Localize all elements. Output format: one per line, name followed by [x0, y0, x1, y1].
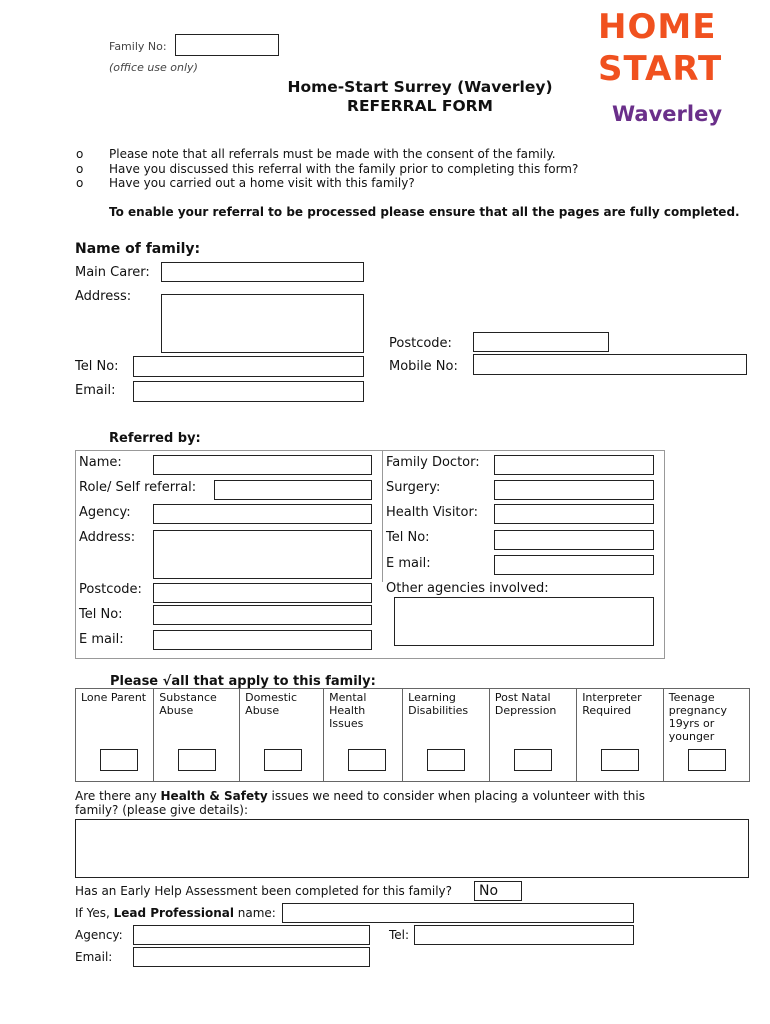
- condition-label: Domestic Abuse: [245, 691, 298, 717]
- lead-professional-label: [75, 906, 276, 920]
- condition-cell: [489, 689, 576, 782]
- condition-checkbox[interactable]: [514, 749, 552, 771]
- referrer-name-input[interactable]: [153, 455, 372, 475]
- condition-label: Learning Disabilities: [408, 691, 469, 717]
- main-carer-input[interactable]: [161, 262, 364, 282]
- condition-label: Post Natal Depression: [494, 691, 557, 717]
- condition-cell: [76, 689, 154, 782]
- form-title: Home-Start Surrey (Waverley): [287, 78, 553, 96]
- condition-cell: [240, 689, 324, 782]
- eh-agency-input[interactable]: [133, 925, 370, 945]
- lead-bold: Lead Professional: [113, 906, 234, 920]
- other-agencies-input[interactable]: [394, 597, 654, 646]
- safety-question: [75, 789, 645, 803]
- safety-details-input[interactable]: [75, 819, 749, 878]
- main-carer-label: Main Carer:: [75, 265, 150, 280]
- condition-cell: [324, 689, 403, 782]
- condition-checkbox[interactable]: [348, 749, 386, 771]
- referrer-address-label: Address:: [79, 530, 136, 545]
- bullet-icon: o: [76, 176, 84, 190]
- referrer-postcode-input[interactable]: [153, 583, 372, 603]
- bullet-icon: o: [76, 162, 84, 176]
- lead-pre: If Yes,: [75, 906, 114, 920]
- hv-email-label: E mail:: [386, 556, 431, 571]
- safety-question-bold: Health & Safety: [160, 789, 268, 803]
- tel-no-label: Tel No:: [75, 359, 119, 374]
- surgery-input[interactable]: [494, 480, 654, 500]
- role-label: Role/ Self referral:: [79, 480, 197, 495]
- eh-tel-input[interactable]: [414, 925, 634, 945]
- referrer-tel-input[interactable]: [153, 605, 372, 625]
- hv-tel-label: Tel No:: [386, 530, 430, 545]
- early-help-question: Has an Early Help Assessment been completed for this family?: [75, 884, 453, 898]
- referrer-name-label: Name:: [79, 455, 122, 470]
- logo-waverley-text: Waverley: [612, 102, 723, 126]
- referrer-address-input[interactable]: [153, 530, 372, 579]
- family-doctor-label: Family Doctor:: [386, 455, 480, 470]
- logo-home-text: HOME: [598, 7, 717, 47]
- hv-email-input[interactable]: [494, 555, 654, 575]
- eh-email-label: Email:: [75, 950, 113, 964]
- family-doctor-input[interactable]: [494, 455, 654, 475]
- email-input[interactable]: [133, 381, 364, 402]
- condition-checkbox[interactable]: [178, 749, 216, 771]
- conditions-table: [75, 688, 750, 782]
- postcode-input[interactable]: [473, 332, 609, 352]
- hv-tel-input[interactable]: [494, 530, 654, 550]
- safety-question-pre: Are there any: [75, 789, 161, 803]
- family-no-label: Family No:: [109, 40, 167, 53]
- form-subtitle: REFERRAL FORM: [347, 97, 493, 115]
- condition-cell: [663, 689, 749, 782]
- mobile-no-input[interactable]: [473, 354, 747, 375]
- condition-cell: [154, 689, 240, 782]
- postcode-label: Postcode:: [389, 336, 452, 351]
- referrer-postcode-label: Postcode:: [79, 582, 142, 597]
- condition-checkbox[interactable]: [100, 749, 138, 771]
- logo-start-text: START: [598, 49, 723, 89]
- condition-label: Substance Abuse: [159, 691, 217, 717]
- note-home-visit: Have you carried out a home visit with this family?: [109, 176, 415, 190]
- eh-agency-label: Agency:: [75, 928, 123, 942]
- email-label: Email:: [75, 383, 116, 398]
- health-visitor-input[interactable]: [494, 504, 654, 524]
- condition-label: Lone Parent: [81, 691, 147, 704]
- condition-checkbox[interactable]: [688, 749, 726, 771]
- panel-divider: [382, 451, 383, 582]
- early-help-answer[interactable]: No: [474, 881, 522, 901]
- family-heading: Name of family:: [75, 241, 201, 257]
- condition-label: Interpreter Required: [582, 691, 642, 717]
- safety-question-line2: family? (please give details):: [75, 803, 248, 817]
- condition-checkbox[interactable]: [601, 749, 639, 771]
- ensure-note: To enable your referral to be processed please ensure that all the pages are fully completed.: [109, 205, 740, 219]
- agency-input[interactable]: [153, 504, 372, 524]
- eh-tel-label: Tel:: [389, 928, 410, 942]
- note-consent: Please note that all referrals must be made with the consent of the family.: [109, 147, 556, 161]
- referrer-email-input[interactable]: [153, 630, 372, 650]
- role-input[interactable]: [214, 480, 372, 500]
- other-agencies-label: Other agencies involved:: [386, 581, 549, 596]
- health-visitor-label: Health Visitor:: [386, 505, 478, 520]
- tick-icon: √: [162, 674, 172, 689]
- family-no-input[interactable]: [175, 34, 279, 56]
- lead-professional-input[interactable]: [282, 903, 634, 923]
- condition-cell: [577, 689, 664, 782]
- office-use-note: (office use only): [109, 61, 198, 74]
- conditions-heading-pre: Please: [110, 674, 159, 689]
- lead-post: name:: [233, 906, 276, 920]
- note-discussed: Have you discussed this referral with the family prior to completing this form?: [109, 162, 579, 176]
- surgery-label: Surgery:: [386, 480, 441, 495]
- agency-label: Agency:: [79, 505, 131, 520]
- safety-question-post: issues we need to consider when placing a volunteer with this: [267, 789, 645, 803]
- tel-no-input[interactable]: [133, 356, 364, 377]
- conditions-heading: [110, 674, 376, 689]
- condition-label: Teenage pregnancy 19yrs or younger: [668, 691, 728, 743]
- referred-heading: Referred by:: [109, 431, 201, 446]
- condition-checkbox[interactable]: [427, 749, 465, 771]
- address-input[interactable]: [161, 294, 364, 353]
- referrer-email-label: E mail:: [79, 632, 124, 647]
- address-label: Address:: [75, 289, 132, 304]
- condition-cell: [403, 689, 490, 782]
- eh-email-input[interactable]: [133, 947, 370, 967]
- mobile-no-label: Mobile No:: [389, 359, 458, 374]
- conditions-heading-post: all that apply to this family:: [171, 674, 376, 689]
- condition-checkbox[interactable]: [264, 749, 302, 771]
- referrer-tel-label: Tel No:: [79, 607, 123, 622]
- bullet-icon: o: [76, 147, 84, 161]
- condition-label: Mental Health Issues: [329, 691, 367, 730]
